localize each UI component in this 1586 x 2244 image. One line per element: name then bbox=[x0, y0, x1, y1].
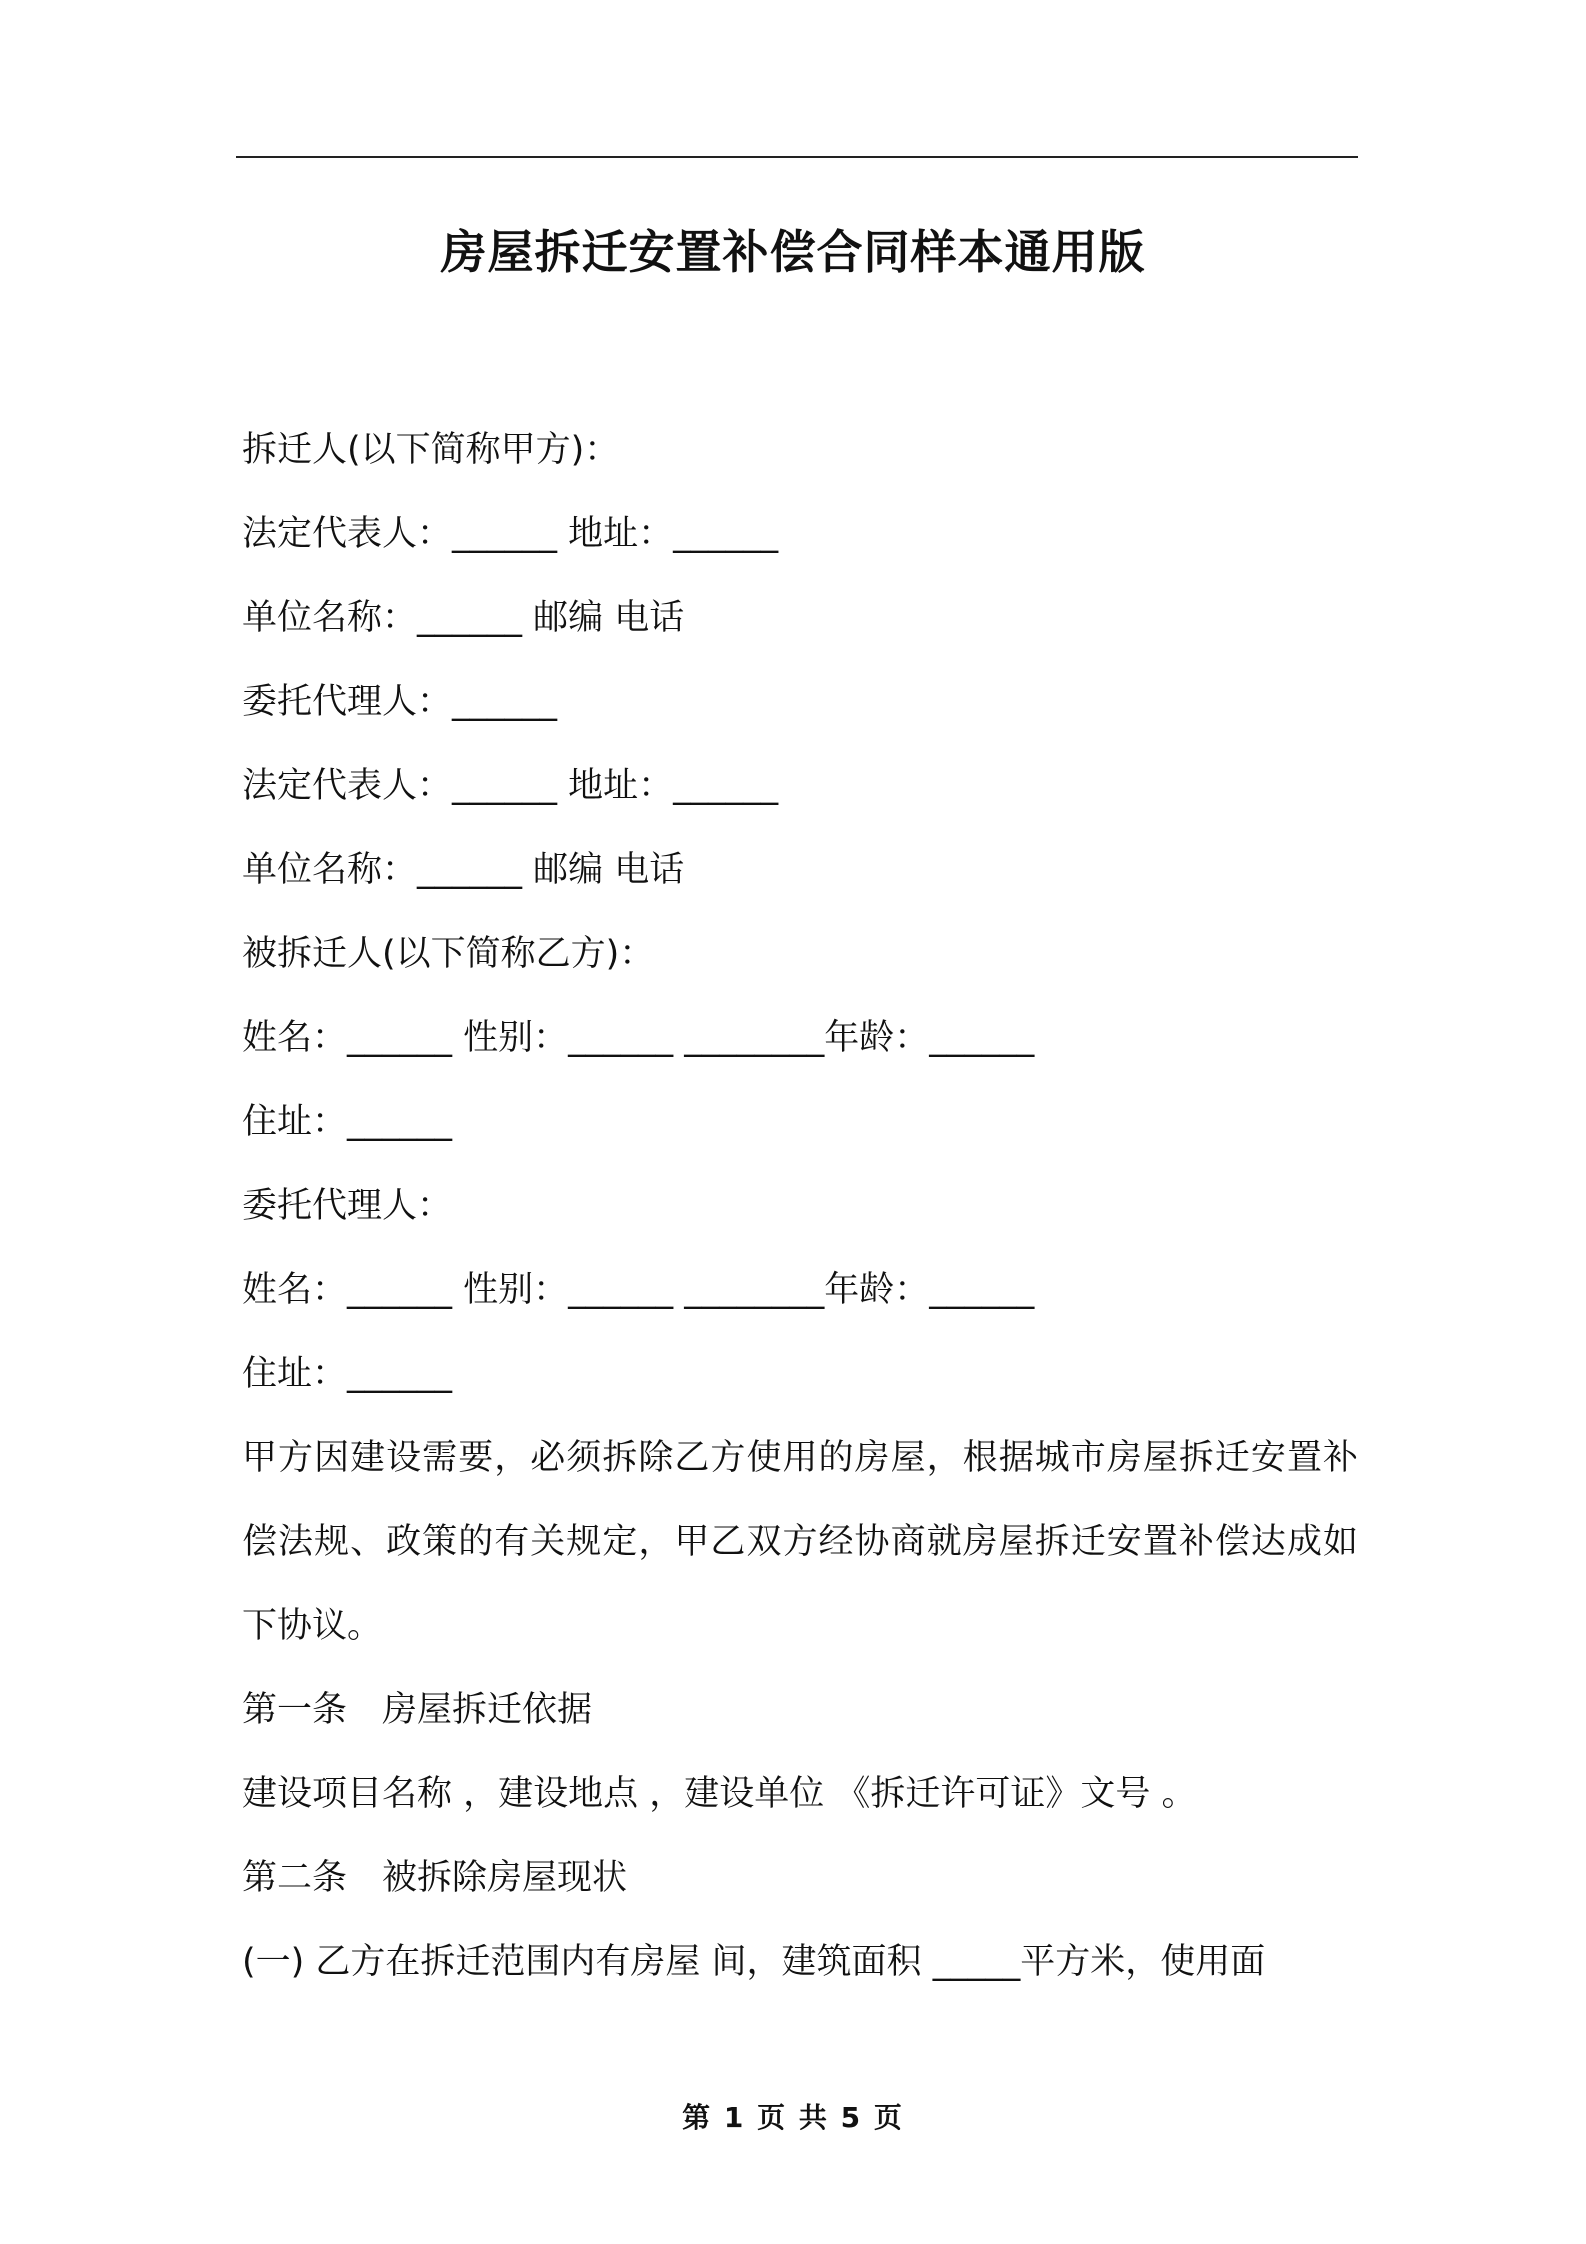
text-line: 法定代表人：______ 地址：______ bbox=[242, 514, 779, 554]
text-line: 住址：______ bbox=[242, 1102, 453, 1142]
text-line: 姓名：______ 性别：______ ________年龄：______ bbox=[242, 1270, 1035, 1310]
text-line: 住址：______ bbox=[242, 1354, 453, 1394]
text-line: 姓名：______ 性别：______ ________年龄：______ bbox=[242, 1018, 1035, 1058]
document-title: 房屋拆迁安置补偿合同样本通用版 bbox=[440, 225, 1146, 279]
text-line: 单位名称：______ 邮编 电话 bbox=[242, 850, 685, 890]
text-line: (一) 乙方在拆迁范围内有房屋 间，建筑面积 _____平方米，使用面 bbox=[242, 1942, 1266, 1982]
article-heading: 第一条 房屋拆迁依据 bbox=[242, 1690, 593, 1730]
text-line: 被拆迁人(以下简称乙方)： bbox=[242, 934, 655, 974]
text-line: 建设项目名称 ，建设地点 ，建设单位 《拆迁许可证》文号 。 bbox=[242, 1774, 1197, 1814]
text-line: 单位名称：______ 邮编 电话 bbox=[242, 598, 685, 638]
page-footer: 第 1 页 共 5 页 bbox=[682, 2101, 904, 2134]
header-rule bbox=[236, 156, 1358, 158]
article-heading: 第二条 被拆除房屋现状 bbox=[242, 1858, 628, 1898]
text-line: 委托代理人：______ bbox=[242, 682, 558, 722]
agreement-paragraph: 甲方因建设需要，必须拆除乙方使用的房屋，根据城市房屋拆迁安置补偿法规、政策的有关规定，甲乙双方经协商就房屋拆迁安置补偿达成如下协议。 bbox=[242, 1438, 1358, 1646]
text-line: 拆迁人(以下简称甲方)： bbox=[242, 430, 620, 470]
text-line: 委托代理人： bbox=[242, 1186, 453, 1226]
text-line: 法定代表人：______ 地址：______ bbox=[242, 766, 779, 806]
document-body bbox=[242, 408, 1358, 2004]
